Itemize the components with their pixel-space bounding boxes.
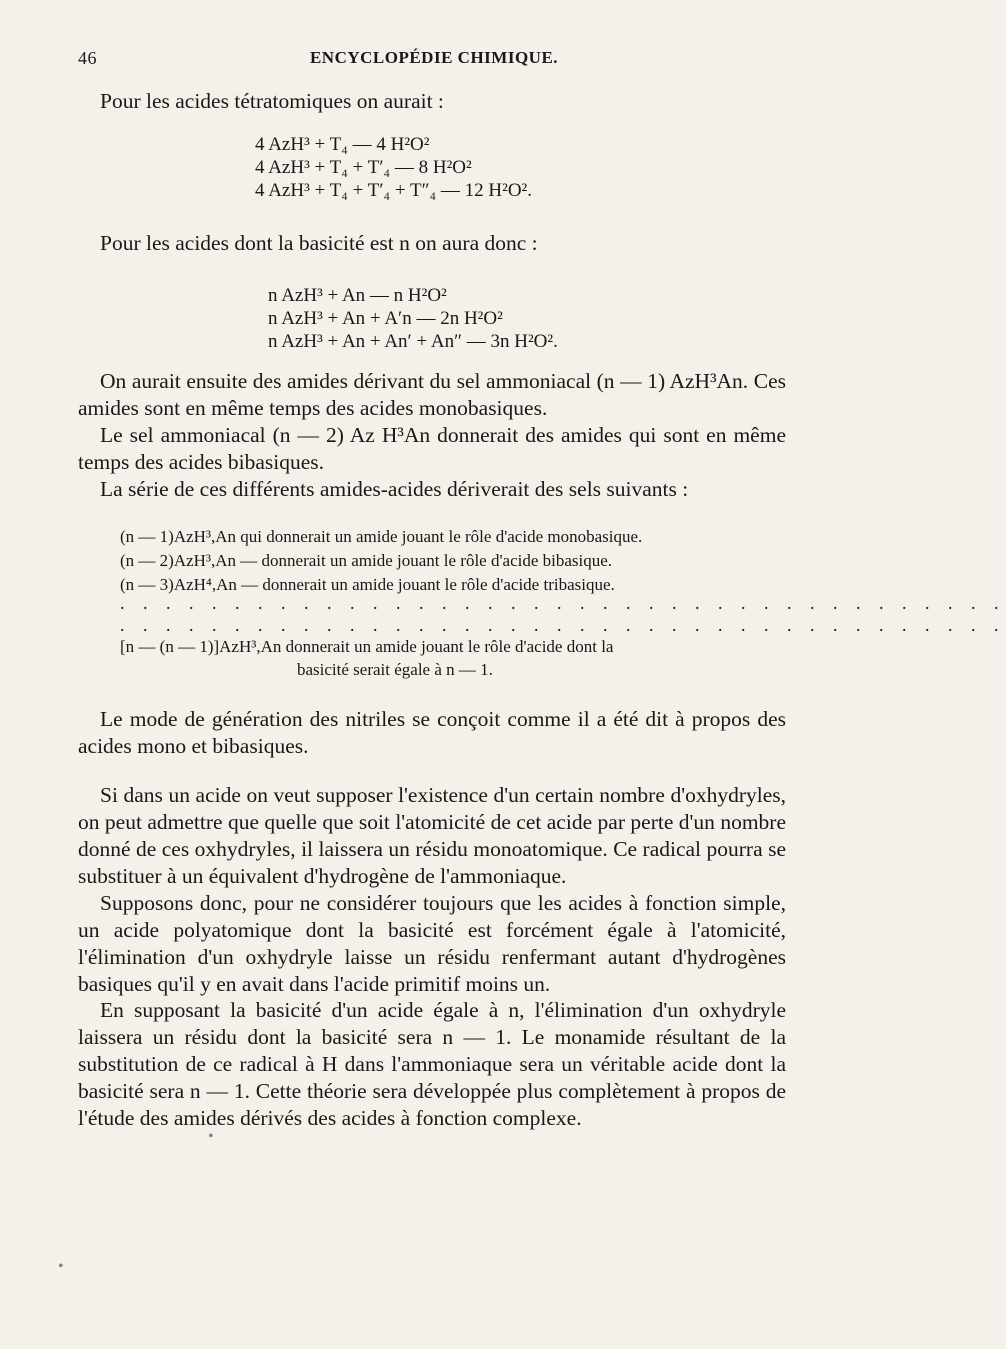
ink-speck: •	[58, 1258, 64, 1275]
running-header	[78, 48, 790, 78]
page-number: 46	[78, 48, 97, 68]
paragraph-nitriles: Le mode de génération des nitriles se conçoit comme il a été dit à propos des acides mono et bibasiques.	[78, 707, 786, 758]
formula-tetra-3: 4 AzH³ + T₄ + T′₄ + T″₄ — 12 H²O².	[255, 180, 532, 201]
paragraph-oxhydryles: Si dans un acide on veut supposer l'existence d'un certain nombre d'oxhydryles, on peut admettre que quelle que soit l'atomicité de cet acide par perte d'un nombre donné de ces oxhydryles, il laissera un résidu monoatomique. Ce radical pourra se substituer à un équivalent d'hydrogène de l'ammoniaque.	[78, 783, 786, 888]
paragraph-bibasic: Le sel ammoniacal (n — 2) Az H³An donnerait des amides qui sont en même temps des acides bibasiques.	[78, 423, 786, 474]
formula-n-3: n AzH³ + An + An′ + An″ — 3n H²O².	[268, 331, 558, 352]
paragraph-series: La série de ces différents amides-acides dériverait des sels suivants :	[100, 477, 689, 501]
formula-n-1: n AzH³ + An — n H²O²	[268, 285, 447, 306]
paragraph-basicity-theory: En supposant la basicité d'un acide égale à n, l'élimination d'un oxhydryle laissera un résidu dont la basicité sera n — 1. Le monamide résultant de la substitution de ce radical à H dans l'ammoniaque sera un véritable acide dont la basicité sera n — 1. Cette théorie sera développée plus complètement à propos de l'étude des amides dérivés des acides à fonction complexe.	[78, 998, 786, 1130]
paragraph-basicity-n: Pour les acides dont la basicité est n on aura donc :	[100, 231, 538, 255]
ellipsis-row-2: . . . . . . . . . . . . . . . . . . . . . . . . . . . . . . . . . . . . . . .	[120, 615, 1006, 635]
ink-speck: •	[208, 1128, 214, 1145]
ellipsis-row-1: . . . . . . . . . . . . . . . . . . . . . . . . . . . . . . . . . . . . . . .	[120, 593, 1006, 613]
paragraph-simple-function: Supposons donc, pour ne considérer toujours que les acides à fonction simple, un acide polyatomique dont la basicité est forcément égale à l'atomicité, l'élimination d'un oxhydryle laisse un résidu renfermant autant d'hydrogènes basiques qu'il y en avait dans l'acide primitif moins un.	[78, 891, 786, 996]
series-line-3: (n — 3)AzH⁴,An — donnerait un amide jouant le rôle d'acide tribasique.	[120, 575, 615, 594]
series-last-line-2: basicité serait égale à n — 1.	[297, 660, 493, 679]
paragraph-monobasic: On aurait ensuite des amides dérivant du sel ammoniacal (n — 1) AzH³An. Ces amides sont en même temps des acides monobasiques.	[78, 369, 786, 420]
running-title: ENCYCLOPÉDIE CHIMIQUE.	[309, 48, 559, 67]
formula-n-2: n AzH³ + An + A′n — 2n H²O²	[268, 308, 503, 329]
formula-tetra-2: 4 AzH³ + T₄ + T′₄ — 8 H²O²	[255, 157, 472, 178]
paragraph-tetratomic: Pour les acides tétratomiques on aurait :	[100, 89, 444, 113]
formula-tetra-1: 4 AzH³ + T₄ — 4 H²O²	[255, 134, 430, 155]
series-line-1: (n — 1)AzH³,An qui donnerait un amide jouant le rôle d'acide monobasique.	[120, 527, 643, 546]
series-line-2: (n — 2)AzH³,An — donnerait un amide jouant le rôle d'acide bibasique.	[120, 551, 613, 570]
series-last-line-1: [n — (n — 1)]AzH³,An donnerait un amide jouant le rôle d'acide dont la	[120, 637, 614, 656]
